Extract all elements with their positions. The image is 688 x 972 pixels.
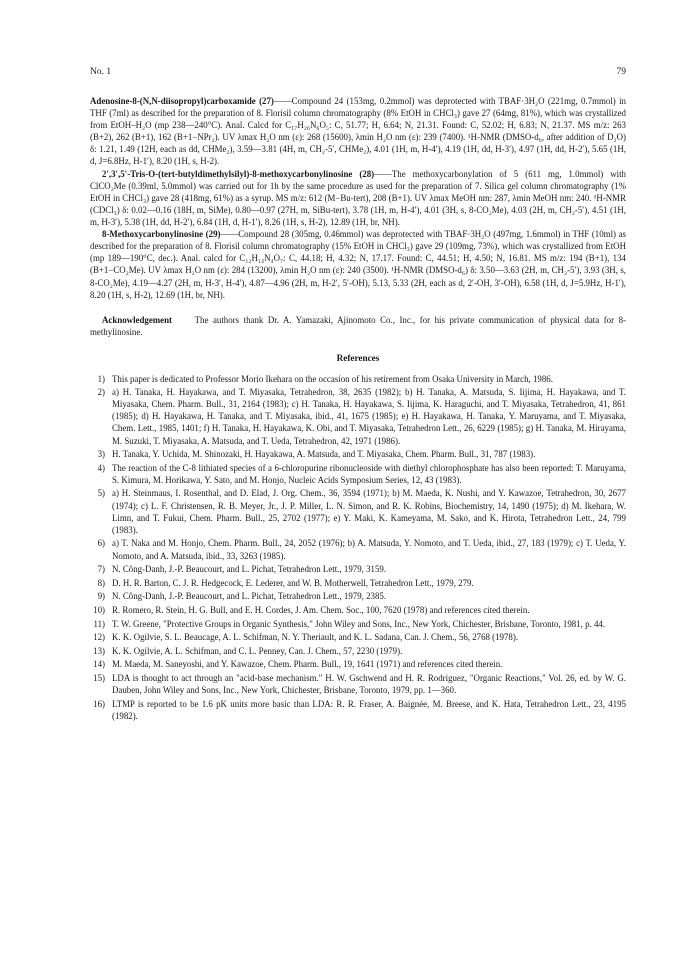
reference-text: LTMP is reported to be 1.6 pK units more basic than LDA: R. R. Fraser, A. Baignée, M. Breese, and K. Hata, Tetrahedron Lett., 23, 4195 (1982). <box>112 698 626 721</box>
reference-number: 3) <box>97 449 105 460</box>
compound-27-heading: Adenosine-8-(N,N-diisopropyl)carboxamide (27) <box>90 95 274 106</box>
reference-number: 1) <box>97 373 105 384</box>
reference-item <box>90 386 626 447</box>
reference-number: 10) <box>93 604 105 615</box>
compound-29-paragraph <box>90 228 626 301</box>
reference-number: 5) <box>97 488 105 499</box>
reference-item <box>90 563 626 575</box>
acknowledgement-text: The authors thank Dr. A. Yamazaki, Ajinomoto Co., Inc., for his private communication of physical data for 8-methylinosine. <box>90 314 626 337</box>
reference-number: 14) <box>93 659 105 670</box>
reference-text: H. Tanaka, Y. Uchida, M. Shinozaki, H. Hayakawa, A. Matsuda, and T. Miyasaka, Chem. Pharm. Bull., 31, 787 (1983). <box>112 449 536 460</box>
acknowledgement-heading: Acknowledgement <box>102 314 173 325</box>
compound-29-text: ——Compound 28 (305mg, 0.46mmol) was deprotected with TBAF·3H₂O (497mg, 1.6mmol) in THF (10ml) as described for the preparation of 8. Florisil column chromatography (15% EtOH in CHCl₃) gave 29 (109mg, 73%), which was crystallized from EtOH (mp 189—190°C, dec.). Anal. calcd for C₁₂H₁₄N₄O₇: C, 44.18; H, 4.32; N, 17.17. Found: C, 44.51; H, 4.50; N, 16.81. MS m/z: 194 (B+1), 134 (B+1−CO₂Me). UV λmax H₂O nm (ε): 284 (13200), λmin H₂O nm (ε): 240 (3500). ¹H-NMR (DMSO-d₆) δ: 3.50—3.63 (2H, m, CH₂-5′), 3.93 (3H, s, 8-CO₂Me), 4.19—4.27 (2H, m, H-3′, H-4′), 4.87—4.96 (2H, m, H-2′, 5′-OH), 5.13, 5.33 (2H, each as d, 2′-OH, 3′-OH), 6.58 (1H, d, J=5.9Hz, H-1′), 8.20 (1H, s, H-2), 12.69 (1H, br, NH). <box>90 229 626 300</box>
reference-number: 8) <box>97 577 105 588</box>
reference-number: 15) <box>93 673 105 684</box>
issue-number: No. 1 <box>90 67 112 77</box>
reference-item <box>90 373 626 385</box>
compound-27-paragraph <box>90 95 626 168</box>
reference-number: 13) <box>93 645 105 656</box>
reference-item <box>90 537 626 561</box>
reference-text: a) H. Tanaka, H. Hayakawa, and T. Miyasaka, Tetrahedron, 38, 2635 (1982); b) H. Tanaka, A. Matsuda, S. Iijima, H. Hayakawa, and T. Miyasaka, Chem. Pharm. Bull., 31, 2164 (1983); c) H. Tanaka, H. Hayakawa, S. Iijima, K. Haraguchi, and T. Miyasaka, Tetrahedron, 41, 861 (1985); d) H. Hayakawa, H. Tanaka, and T. Miyasaka, ibid., 41, 1675 (1985); e) H. Hayakawa, H. Tanaka, Y. Maruyama, and T. Miyasaka, Chem. Lett., 1985, 1401; f) H. Tanaka, H. Hayakawa, K. Obi, and T. Miyasaka, Tetrahedron Lett., 26, 6229 (1985); g) H. Tanaka, M. Hirayama, M. Suzuki, T. Miyasaka, A. Matsuda, and T. Ueda, Tetrahedron, 42, 1971 (1986). <box>112 387 626 446</box>
reference-number: 2) <box>97 387 105 398</box>
reference-text: This paper is dedicated to Professor Morio Ikehara on the occasion of his retirement from Osaka University in March, 1986. <box>112 373 553 384</box>
reference-text: N. Công-Danh, J.-P. Beaucourt, and L. Pichat, Tetrahedron Lett., 1979, 3159. <box>112 564 387 575</box>
compound-28-paragraph <box>90 168 626 229</box>
reference-text: a) H. Steinmaus, I. Rosenthal, and D. Elad, J. Org. Chem., 36, 3594 (1971); b) M. Maeda, K. Nushi, and Y. Kawazoe, Tetrahedron, 30, 2677 (1974); c) L. F. Christensen, R. B. Meyer, Jr., J. P. Miller, L. N. Simon, and R. K. Robins, Biochemistry, 14, 1490 (1975); d) M. Ikehara, W. Limn, and T. Fukui, Chem. Pharm. Bull., 25, 2702 (1977); e) Y. Maki, K. Kameyama, M. Sako, and K. Hirota, Tetrahedron Lett., 24, 799 (1983). <box>112 488 626 535</box>
reference-item <box>90 645 626 657</box>
reference-number: 11) <box>93 618 105 629</box>
reference-item <box>90 604 626 616</box>
reference-text: K. K. Ogilvie, S. L. Beaucage, A. L. Schifman, N. Y. Theriault, and K. L. Sadana, Can. J. Chem., 56, 2768 (1978). <box>112 632 519 643</box>
reference-number: 16) <box>93 698 105 709</box>
reference-number: 12) <box>93 632 105 643</box>
reference-text: N. Công-Danh, J.-P. Beaucourt, and L. Pichat, Tetrahedron Lett., 1979, 2385. <box>112 591 387 602</box>
reference-item <box>90 658 626 670</box>
reference-number: 7) <box>97 564 105 575</box>
reference-text: LDA is thought to act through an "acid-base mechanism." H. W. Gschwend and H. R. Rodriguez, "Organic Reactions," Vol. 26, ed. by W. G. Dauben, John Wiley and Sons, Inc., New York, Chichester, Brisbane, Toronto, 1979, pp. 1—360. <box>112 673 626 696</box>
reference-item <box>90 618 626 630</box>
reference-item <box>90 672 626 696</box>
reference-item <box>90 590 626 602</box>
reference-item <box>90 487 626 535</box>
reference-text: R. Romero, R. Stein, H. G. Bull, and E. H. Cordes, J. Am. Chem. Soc., 100, 7620 (1978) and references cited therein. <box>112 604 530 615</box>
reference-item <box>90 698 626 722</box>
experimental-section <box>90 95 626 301</box>
reference-item <box>90 577 626 589</box>
reference-number: 9) <box>97 591 105 602</box>
reference-number: 4) <box>97 462 105 473</box>
page-number: 79 <box>616 67 626 77</box>
reference-text: a) T. Naka and M. Honjo, Chem. Pharm. Bull., 24, 2052 (1976); b) A. Matsuda, Y. Nomoto, and T. Ueda, ibid., 27, 183 (1979); c) T. Ueda, Y. Nomoto, and A. Matsuda, ibid., 33, 3263 (1985). <box>112 538 626 561</box>
acknowledgement-paragraph <box>90 314 626 338</box>
reference-list <box>90 373 626 722</box>
compound-28-heading: 2′,3′,5′-Tris-O-(tert-butyldimethylsilyl)-8-methoxycarbonylinosine (28) <box>102 168 375 179</box>
reference-item <box>90 631 626 643</box>
compound-28-text: ——The methoxycarbonylation of 5 (611 mg, 1.0mmol) with ClCO₂Me (0.39ml, 5.0mmol) was carried out for 1h by the same procedure as used for the preparation of 7. Silica gel column chromatography (1% EtOH in CHCl₃) gave 28 (418mg, 61%) as a syrup. MS m/z: 612 (M−Bu-tert), 208 (B+1). UV λmax MeOH nm: 287, λmin MeOH nm: 240. ¹H-NMR (CDCl₃) δ: 0.02—0.16 (18H, m, SiMe), 0.80—0.97 (27H, m, SiBu-tert), 3.78 (1H, m, H-4′), 4.01 (3H, s, 8-CO₂Me), 4.03 (2H, m, CH₂-5′), 4.51 (1H, m, H-3′), 5.38 (1H, dd, H-2′), 6.84 (1H, d, H-1′), 8.26 (1H, s, H-2), 12.89 (1H, br, NH). <box>90 168 626 227</box>
reference-text: T. W. Greene, "Protective Groups in Organic Synthesis," John Wiley and Sons, Inc., New York, Chichester, Brisbane, Toronto, 1981, p. 44. <box>112 618 606 629</box>
reference-text: M. Maeda, M. Saneyoshi, and Y. Kawazoe, Chem. Pharm. Bull., 19, 1641 (1971) and references cited therein. <box>112 659 503 670</box>
reference-item <box>90 448 626 460</box>
compound-27-text: ——Compound 24 (153mg, 0.2mmol) was deprotected with TBAF·3H₂O (221mg, 0.7mmol) in THF (7ml) as described for the preparation of 8. Florisil column chromatography (8% EtOH in CHCl₃) gave 27 (64mg, 81%), which was crystallized from EtOH–H₂O (mp 238—240°C). Anal. Calcd for C₁₇H₂₆N₆O₅: C, 51.77; H, 6.64; N, 21.31. Found: C, 52.02; H, 6.83; N, 21.37. MS m/z: 263 (B+2), 262 (B+1), 162 (B+1−NPr₂). UV λmax H₂O nm (ε): 268 (15600), λmin H₂O nm (ε): 239 (7400). ¹H-NMR (DMSO-d₆, after addition of D₂O) δ: 1.21, 1.49 (12H, each as dd, CHMe₂), 3.59—3.81 (4H, m, CH₂-5′, CHMe₂), 4.01 (1H, m, H-4′), 4.19 (1H, dd, H-3′), 4.97 (1H, dd, H-2′), 5.65 (1H, d, J=6.8Hz, H-1′), 8.20 (1H, s, H-2). <box>90 95 626 167</box>
running-head <box>90 66 626 79</box>
references-title: References <box>336 352 380 363</box>
reference-text: The reaction of the C-8 lithiated species of a 6-chloropurine ribonucleoside with diethyl chlorophosphate has also been reported: T. Maruyama, S. Kimura, M. Horikawa, Y. Sato, and M. Honjo, Nucleic Acids Symposium Series, 12, 43 (1983). <box>112 462 626 485</box>
reference-item <box>90 462 626 486</box>
reference-text: K. K. Ogilvie, A. L. Schifman, and C. L. Penney, Can. J. Chem., 57, 2230 (1979). <box>112 645 403 656</box>
compound-29-heading: 8-Methoxycarbonylinosine (29) <box>102 229 221 240</box>
reference-number: 6) <box>97 538 105 549</box>
reference-text: D. H. R. Barton, C. J. R. Hedgecock, E. Lederer, and W. B. Motherwell, Tetrahedron Lett., 1979, 279. <box>112 577 474 588</box>
